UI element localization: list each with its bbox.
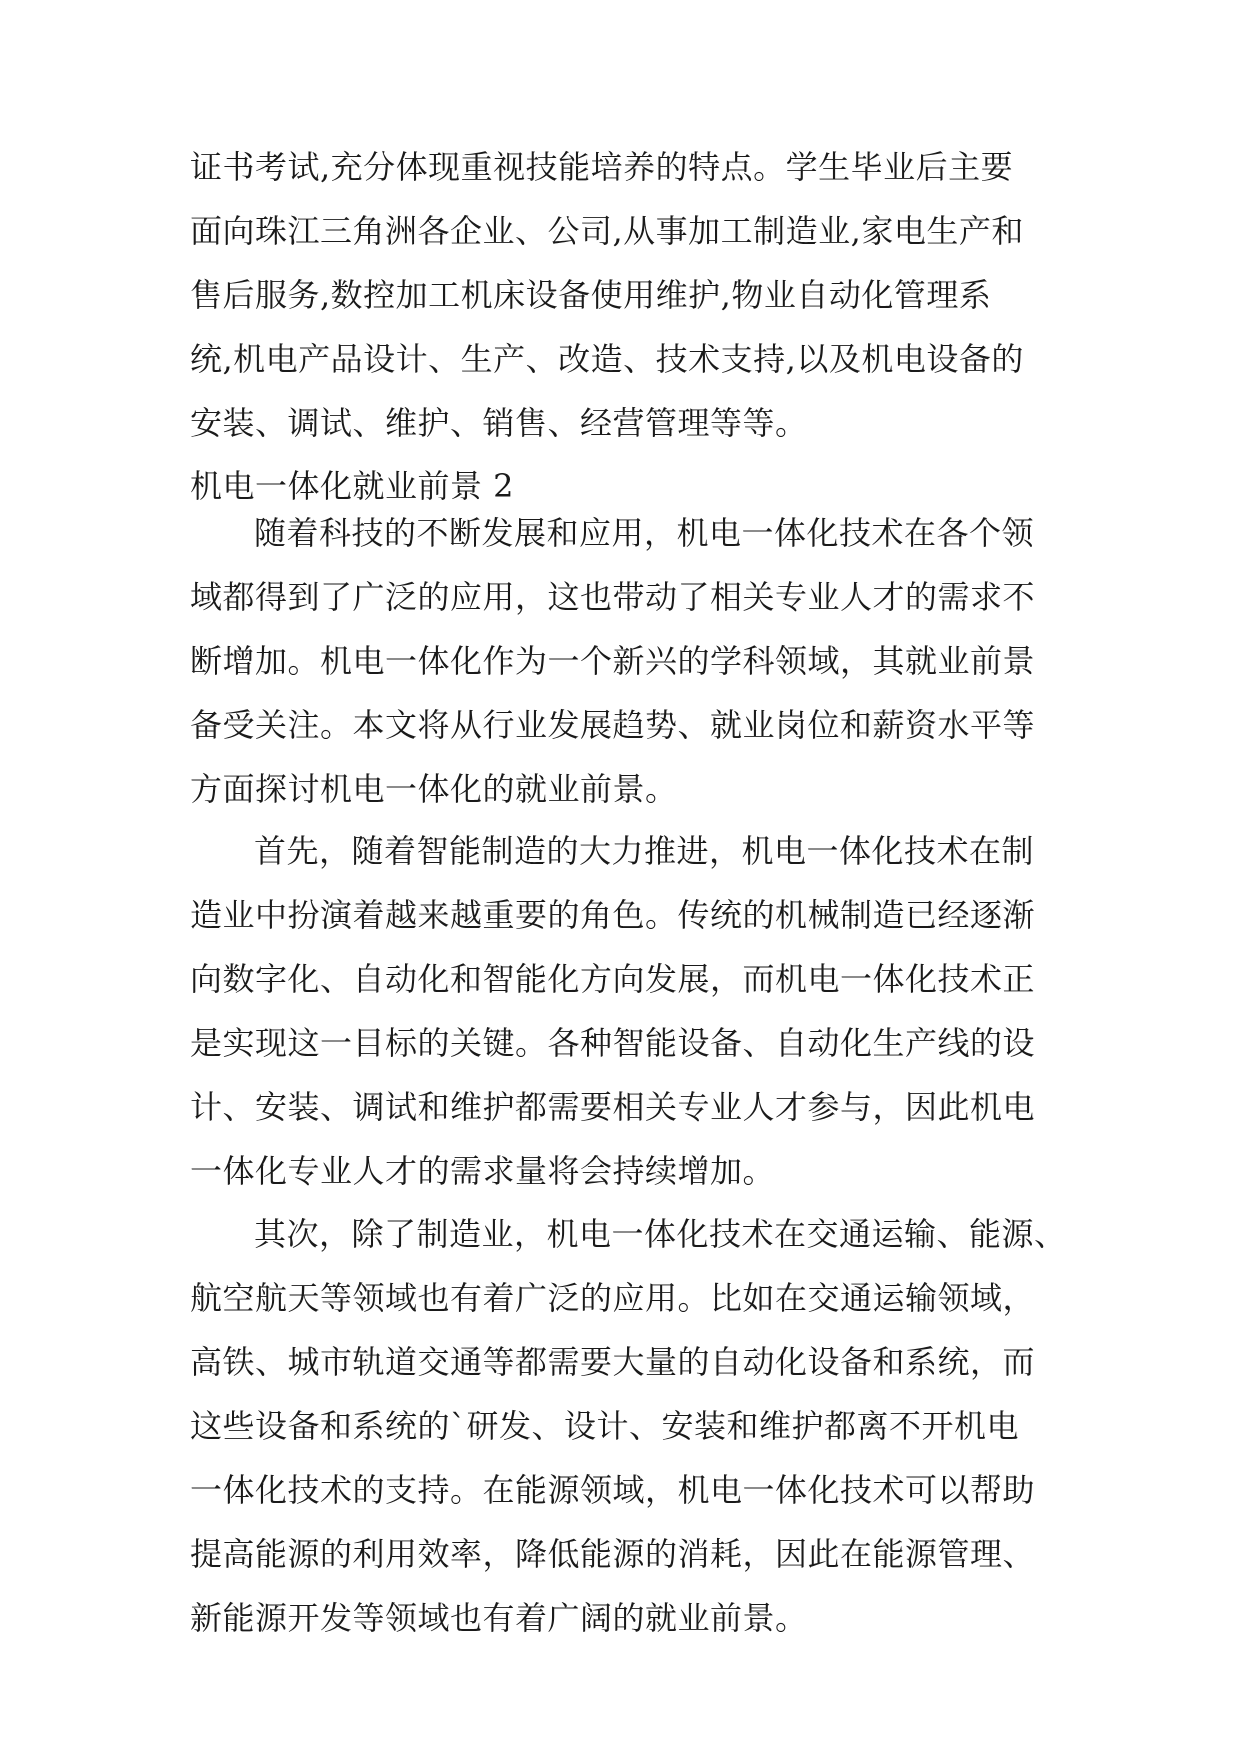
paragraph-1-line: 统,机电产品设计、生产、改造、技术支持,以及机电设备的: [190, 340, 1024, 378]
paragraph-2-line: 随着科技的不断发展和应用，机电一体化技术在各个领: [254, 514, 1035, 552]
paragraph-1-line: 售后服务,数控加工机床设备使用维护,物业自动化管理系: [190, 276, 992, 314]
paragraph-3-line: 首先，随着智能制造的大力推进，机电一体化技术在制: [254, 832, 1035, 870]
paragraph-4-line: 新能源开发等领域也有着广阔的就业前景。: [190, 1599, 808, 1637]
paragraph-4-line: 提高能源的利用效率，降低能源的消耗，因此在能源管理、: [190, 1535, 1036, 1573]
paragraph-3-line: 是实现这一目标的关键。各种智能设备、自动化生产线的设: [190, 1024, 1036, 1062]
paragraph-4-line: 一体化技术的支持。在能源领域，机电一体化技术可以帮助: [190, 1471, 1036, 1509]
section-heading: 机电一体化就业前景 2: [190, 467, 515, 505]
paragraph-3-line: 计、安装、调试和维护都需要相关专业人才参与，因此机电: [190, 1088, 1036, 1126]
paragraph-4-line: 其次，除了制造业，机电一体化技术在交通运输、能源、: [254, 1215, 1067, 1253]
paragraph-4-line: 航空航天等领域也有着广泛的应用。比如在交通运输领域，: [190, 1279, 1036, 1317]
paragraph-1-line: 面向珠江三角洲各企业、公司,从事加工制造业,家电生产和: [190, 212, 1024, 250]
paragraph-3-line: 一体化专业人才的需求量将会持续增加。: [190, 1152, 776, 1190]
paragraph-2-line: 方面探讨机电一体化的就业前景。: [190, 770, 678, 808]
paragraph-4-line: 这些设备和系统的`研发、设计、安装和维护都离不开机电: [190, 1407, 1020, 1445]
paragraph-1-line: 证书考试,充分体现重视技能培养的特点。学生毕业后主要: [190, 148, 1014, 186]
paragraph-4-line: 高铁、城市轨道交通等都需要大量的自动化设备和系统，而: [190, 1343, 1036, 1381]
paragraph-2-line: 域都得到了广泛的应用，这也带动了相关专业人才的需求不: [190, 578, 1036, 616]
paragraph-3-line: 造业中扮演着越来越重要的角色。传统的机械制造已经逐渐: [190, 896, 1036, 934]
paragraph-1-line: 安装、调试、维护、销售、经营管理等等。: [190, 404, 808, 442]
paragraph-2-line: 断增加。机电一体化作为一个新兴的学科领域，其就业前景: [190, 642, 1036, 680]
paragraph-2-line: 备受关注。本文将从行业发展趋势、就业岗位和薪资水平等: [190, 706, 1036, 744]
paragraph-3-line: 向数字化、自动化和智能化方向发展，而机电一体化技术正: [190, 960, 1036, 998]
